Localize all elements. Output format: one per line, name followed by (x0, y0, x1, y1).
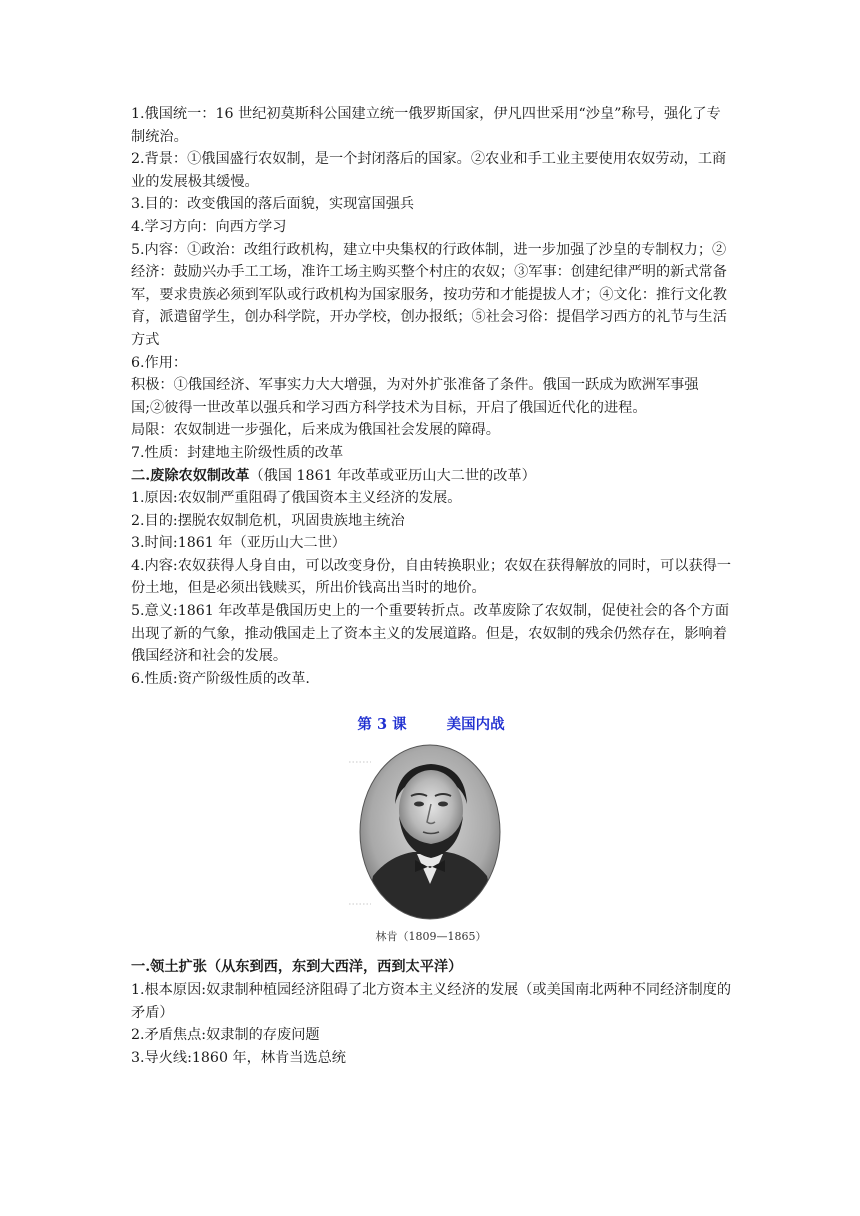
paragraph: 3.目的：改变俄国的落后面貌，实现富国强兵 (131, 196, 415, 213)
figure-caption: 林肯（1809—1865） (375, 930, 487, 944)
paragraph: 4.学习方向：向西方学习 (131, 218, 287, 235)
section-heading-note: （俄国 1861 年改革或亚历山大二世的改革） (249, 467, 536, 484)
paragraph: 2.矛盾焦点:奴隶制的存废问题 (131, 1027, 320, 1044)
lincoln-portrait (359, 744, 501, 920)
paragraph: 5.意义:1861 年改革是俄国历史上的一个重要转折点。改革废除了农奴制，促使社会的各个方面出现了新的气象，推动俄国走上了资本主义的发展道路。但是，农奴制的残余仍然存在，影响着俄国经济和社会的发展。 (131, 603, 730, 665)
paragraph: 积极：①俄国经济、军事实力大大增强，为对外扩张准备了条件。俄国一跃成为欧洲军事强国;②彼得一世改革以强兵和学习西方科学技术为目标，开启了俄国近代化的进程。 (131, 377, 699, 416)
paragraph: 1.俄国统一：16 世纪初莫斯科公国建立统一俄罗斯国家，伊凡四世采用“沙皇”称号，强化了专制统治。 (131, 106, 721, 145)
lesson-name: 美国内战 (446, 716, 505, 734)
section-heading (131, 465, 731, 488)
portrait-figure (131, 744, 731, 956)
paragraph: 2.目的:摆脱农奴制危机，巩固贵族地主统治 (131, 512, 405, 529)
lesson-title (131, 714, 731, 738)
paragraph: 6.性质:资产阶级性质的改革. (131, 670, 310, 687)
paragraph: 2.背景：①俄国盛行农奴制，是一个封闭落后的国家。②农业和手工业主要使用农奴劳动，工商业的发展极其缓慢。 (131, 151, 727, 190)
section-heading-bold: 二.废除农奴制改革 (131, 467, 250, 484)
paragraph: 7.性质：封建地主阶级性质的改革 (131, 444, 344, 461)
paragraph: 1.根本原因:奴隶制种植园经济阻碍了北方资本主义经济的发展（或美国南北两种不同经济制度的矛盾） (131, 982, 732, 1021)
document-body (131, 103, 731, 1069)
paragraph: 3.时间:1861 年（亚历山大二世） (131, 535, 346, 552)
paragraph: 1.原因:农奴制严重阻碍了俄国资本主义经济的发展。 (131, 490, 462, 507)
paragraph: 5.内容：①政治：改组行政机构，建立中央集权的行政体制，进一步加强了沙皇的专制权力；②经济：鼓励兴办手工工场，准许工场主购买整个村庄的农奴；③军事：创建纪律严明的新式常备军，要求贵族必须到军队或行政机构为国家服务，按功劳和才能提拔人才；④文化：推行文化教育，派遣留学生，创办科学院，开办学校，创办报纸；⑤社会习俗：提倡学习西方的礼节与生活方式 (131, 241, 727, 348)
paragraph: 4.内容:农奴获得人身自由，可以改变身份，自由转换职业；农奴在获得解放的同时，可以获得一份土地，但是必须出钱赎买，所出价钱高出当时的地价。 (131, 557, 732, 597)
section-heading: 一.领土扩张（从东到西，东到大西洋，西到太平洋） (131, 959, 463, 976)
lesson-number: 第 3 课 (357, 716, 407, 734)
paragraph: 6.作用： (131, 354, 188, 371)
paragraph: 3.导火线:1860 年，林肯当选总统 (131, 1049, 346, 1066)
paragraph: 局限：农奴制进一步强化，后来成为俄国社会发展的障碍。 (131, 422, 500, 439)
